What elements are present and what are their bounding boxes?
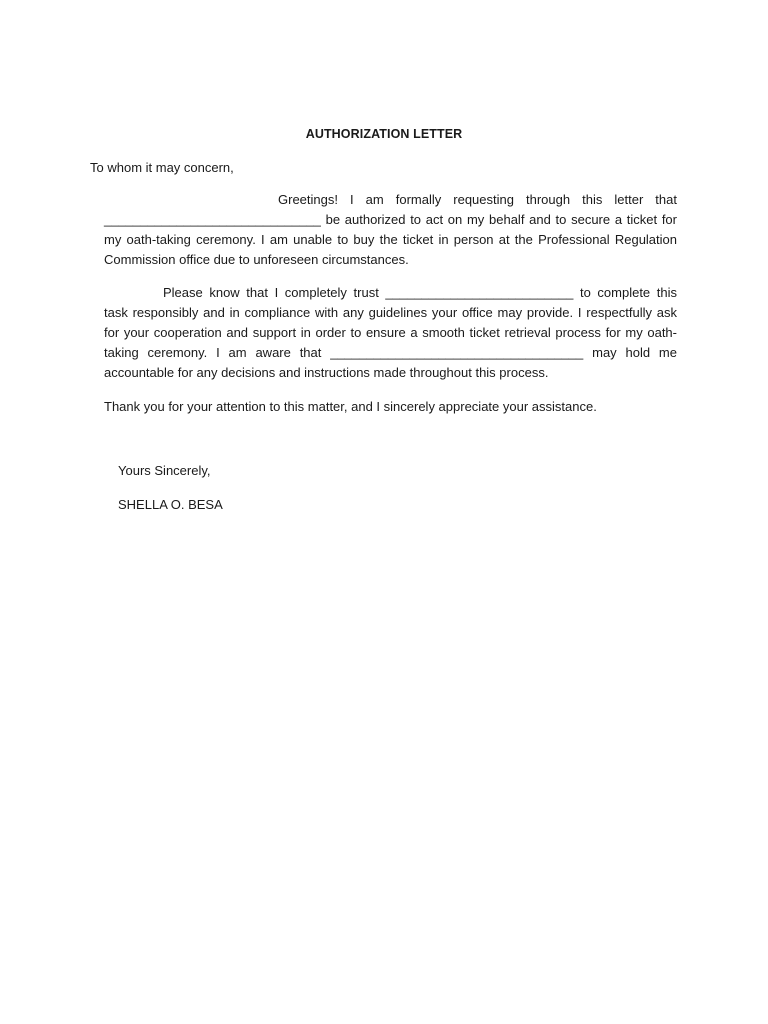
paragraph-trust: Please know that I completely trust __________________________ to complete this task responsibly and in compliance with any guidelines your office may provide. I respectfully ask for your cooperation and support in order to ensure a smooth ticket retrieval process for my oath-taking ceremony. I am aware that ___________________________________ may hold me accountable for any decisions and instructions made throughout this process. xyxy=(104,285,677,380)
letter-title: AUTHORIZATION LETTER xyxy=(305,127,463,141)
signature-name: SHELLA O. BESA xyxy=(118,497,223,512)
paragraph-request: Greetings! I am formally requesting through this letter that ______________________________ be authorized to act on my behalf and to secure a ticket for my oath-taking ceremony. I am unable to buy the ticket in person at the Professional Regulation Commission office due to unforeseen circumstances. xyxy=(104,192,677,267)
closing: Yours Sincerely, xyxy=(118,463,211,478)
salutation: To whom it may concern, xyxy=(90,160,234,175)
paragraph-thanks: Thank you for your attention to this matter, and I sincerely appreciate your assistance. xyxy=(104,399,597,414)
